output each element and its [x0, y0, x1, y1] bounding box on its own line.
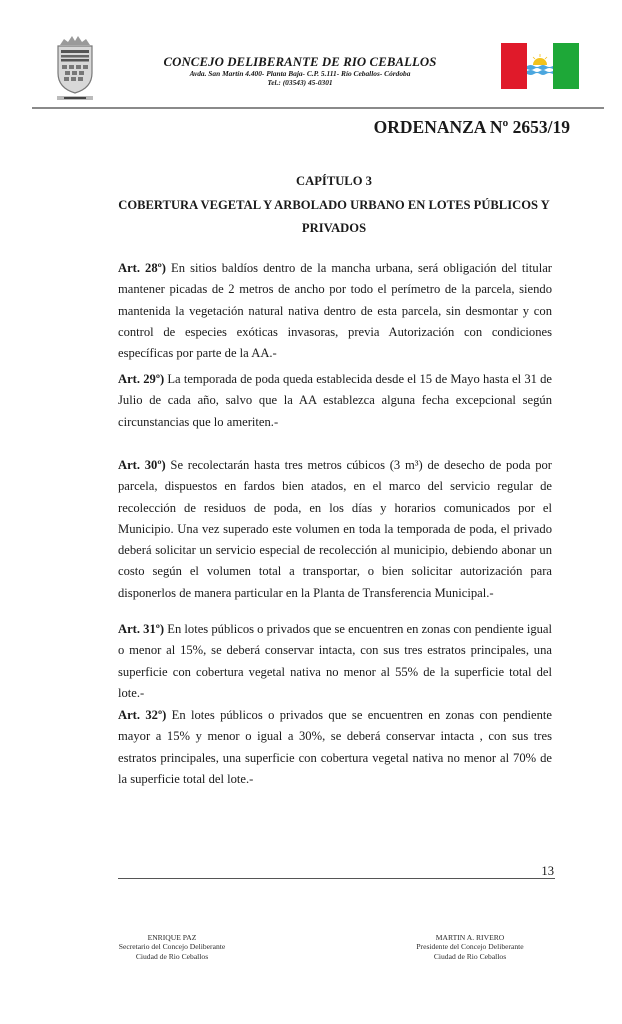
organization-address: Avda. San Martín 4.400- Planta Baja- C.P. 5.111- Río Ceballos- Córdoba — [189, 69, 411, 78]
organization-phone: Tel.: (03543) 45-0301 — [267, 78, 333, 87]
signature-secretary — [82, 933, 262, 961]
organization-name: CONCEJO DELIBERANTE DE RIO CEBALLOS — [163, 55, 437, 69]
chapter-number: CAPÍTULO 3 — [296, 174, 372, 188]
article-text: La temporada de poda queda establecida desde el 15 de Mayo hasta el 31 de Julio de cada año, salvo que la AA establezca alguna fecha excepcional según circunstancias que lo ameriten.- — [118, 372, 552, 429]
article-28 — [118, 258, 552, 364]
article-text: En sitios baldíos dentro de la mancha urbana, será obligación del titular mantener picadas de 2 metros de ancho por todo el perímetro de la parcela, siendo mantenida la vegetación natural nativa dentro de esta parcela, sin desmontar y con control de especies exóticas invasoras, previa Autorización con condiciones específicas por parte de la AA.- — [118, 261, 552, 361]
header-divider — [32, 107, 604, 109]
signer-role: Presidente del Concejo Deliberante — [416, 942, 524, 952]
article-label: Art. 29º) — [118, 372, 165, 386]
signature-president — [380, 933, 560, 961]
signer-name: MARTIN A. RIVERO — [435, 933, 505, 942]
article-label: Art. 30º) — [118, 458, 166, 472]
letterhead — [0, 0, 622, 110]
article-label: Art. 32º) — [118, 708, 167, 722]
article-text: En lotes públicos o privados que se encuentren en zonas con pendiente mayor a 15% y menor o igual a 30%, se deberá conservar intacta , con sus tres estratos principales, una superficie con cobertura vegetal nativa no menor al 70% de la superficie total del lote.- — [118, 708, 553, 786]
article-label: Art. 31º) — [118, 622, 165, 636]
article-text: En lotes públicos o privados que se encuentren en zonas con pendiente igual o menor al 15%, se deberá conservar intacta, con sus tres estratos principales, una superficie con cobertura vegetal nativa no menor al 55% de la superficie total del lote.- — [118, 622, 552, 700]
coat-of-arms-icon — [52, 33, 98, 101]
signer-city: Ciudad de Rio Ceballos — [135, 951, 209, 961]
article-30 — [118, 455, 552, 604]
signer-role: Secretario del Concejo Deliberante — [118, 942, 226, 952]
article-32 — [118, 705, 552, 790]
article-31 — [118, 619, 552, 704]
article-text: Se recolectarán hasta tres metros cúbicos (3 m³) de desecho de poda por parcela, dispuestos en fardos bien atados, en el marco del servicio regular de recolección de residuos de poda, en los días y horarios comunicados por el Municipio. Una vez superado este volumen en toda la temporada de poda, el privado deberá solicitar un servicio especial de recolección al municipio, debiendo abonar un costo según el volumen total a transportar, o bien solicitar autorización para disponerlos de manera particular en la Planta de Transferencia Municipal.- — [118, 458, 552, 600]
signer-city: Ciudad de Rio Ceballos — [433, 951, 507, 961]
page-number: 13 — [541, 864, 554, 878]
signer-name: ENRIQUE PAZ — [147, 933, 197, 942]
municipal-flag-icon — [501, 43, 579, 89]
ordinance-title: ORDENANZA Nº 2653/19 — [373, 117, 570, 137]
footer-divider — [118, 878, 555, 879]
article-29 — [118, 369, 552, 433]
article-label: Art. 28º) — [118, 261, 167, 275]
chapter-title: COBERTURA VEGETAL Y ARBOLADO URBANO EN LOTES PÚBLICOS Y PRIVADOS — [118, 197, 550, 235]
letterhead-text — [140, 55, 460, 87]
chapter-heading — [118, 170, 550, 241]
